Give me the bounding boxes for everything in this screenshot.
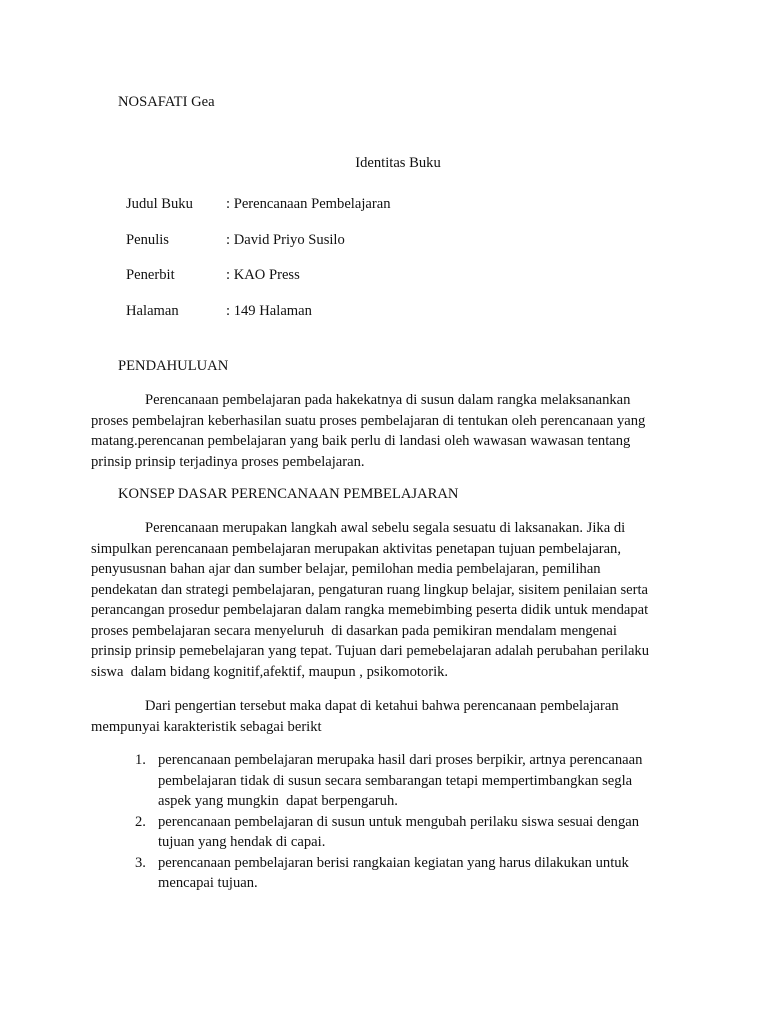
intro-paragraph [91, 390, 671, 472]
book-info-label: Penulis [126, 231, 169, 248]
book-info-table [126, 196, 391, 338]
book-info-value: : KAO Press [226, 267, 300, 283]
intro-heading: PENDAHULUAN [118, 358, 229, 374]
list-line: pembelajaran tidak di susun secara sembarangan tetapi mempertimbangkan segla [158, 772, 633, 789]
book-info-label: Judul Buku [126, 196, 193, 212]
paragraph-line: Perencanaan pembelajaran pada hakekatnya di susun dalam rangka melaksanankan [145, 392, 631, 408]
characteristics-list [91, 750, 691, 894]
list-number: 2. [135, 813, 146, 830]
paragraph-line: proses pembelajran keberhasilan suatu proses pembelajaran di tentukan oleh perencanaan yang [91, 412, 646, 429]
paragraph-line: penyususnan bahan ajar dan sumber belajar, pemilohan media pembelajaran, pemilihan [91, 561, 601, 577]
book-info-row [126, 196, 391, 232]
paragraph-line: matang.perencanan pembelajaran yang baik perlu di landasi oleh wawasan wawasan tentang [91, 433, 631, 449]
book-info-row [126, 303, 391, 339]
concept-heading: KONSEP DASAR PERENCANAAN PEMBELAJARAN [118, 486, 459, 502]
paragraph-line: siswa dalam bidang kognitif,afektif, maupun , psikomotorik. [91, 663, 449, 680]
book-info-value: : 149 Halaman [226, 302, 312, 319]
list-line: perencanaan pembelajaran merupaka hasil dari proses berpikir, artnya perencanaan [158, 752, 643, 768]
list-item [91, 812, 691, 853]
paragraph-line: proses pembelajaran secara menyeluruh di dasarkan pada pemikiran mendalam mengenai [91, 622, 617, 639]
book-info-row [126, 267, 391, 303]
paragraph-line: prinsip prinsip pemebelajaran yang tepat. Tujuan dari pemebelajaran adalah perubahan perilaku [91, 643, 650, 659]
identity-title: Identitas Buku [355, 155, 441, 171]
characteristics-paragraph [91, 696, 671, 737]
book-info-row [126, 232, 391, 268]
book-info-label: Halaman [126, 302, 179, 319]
paragraph-line: simpulkan perencanaan pembelajaran merupakan aktivitas penetapan tujuan pembelajaran, [91, 540, 622, 557]
author-name: NOSAFATI Gea [118, 94, 215, 110]
paragraph-line: Perencanaan merupakan langkah awal sebelu segala sesuatu di laksanakan. Jika di [145, 520, 626, 536]
book-info-value: : David Priyo Susilo [226, 231, 345, 248]
list-line: perencanaan pembelajaran di susun untuk mengubah perilaku siswa sesuai dengan [158, 813, 640, 830]
paragraph-line: perancangan prosedur pembelajaran dalam rangka memebimbing peserta didik untuk mendapat [91, 602, 649, 618]
paragraph-line: prinsip prinsip terjadinya proses pembelajaran. [91, 453, 365, 470]
book-info-value: : Perencanaan Pembelajaran [226, 196, 391, 212]
list-line: mencapai tujuan. [158, 875, 258, 891]
book-info-label: Penerbit [126, 267, 175, 283]
paragraph-line: mempunyai karakteristik sebagai berikt [91, 718, 322, 735]
list-line: tujuan yang hendak di capai. [158, 834, 326, 850]
paragraph-line: Dari pengertian tersebut maka dapat di ketahui bahwa perencanaan pembelajaran [145, 698, 619, 714]
list-item [91, 750, 691, 812]
concept-paragraph [91, 518, 671, 682]
paragraph-line: pendekatan dan strategi pembelajaran, pengaturan ruang lingkup belajar, sisitem penilaian serta [91, 581, 649, 598]
list-number: 1. [135, 752, 146, 768]
list-line: aspek yang mungkin dapat berpengaruh. [158, 793, 398, 809]
list-item [91, 853, 691, 894]
list-number: 3. [135, 854, 146, 871]
list-line: perencanaan pembelajaran berisi rangkaian kegiatan yang harus dilakukan untuk [158, 854, 629, 871]
